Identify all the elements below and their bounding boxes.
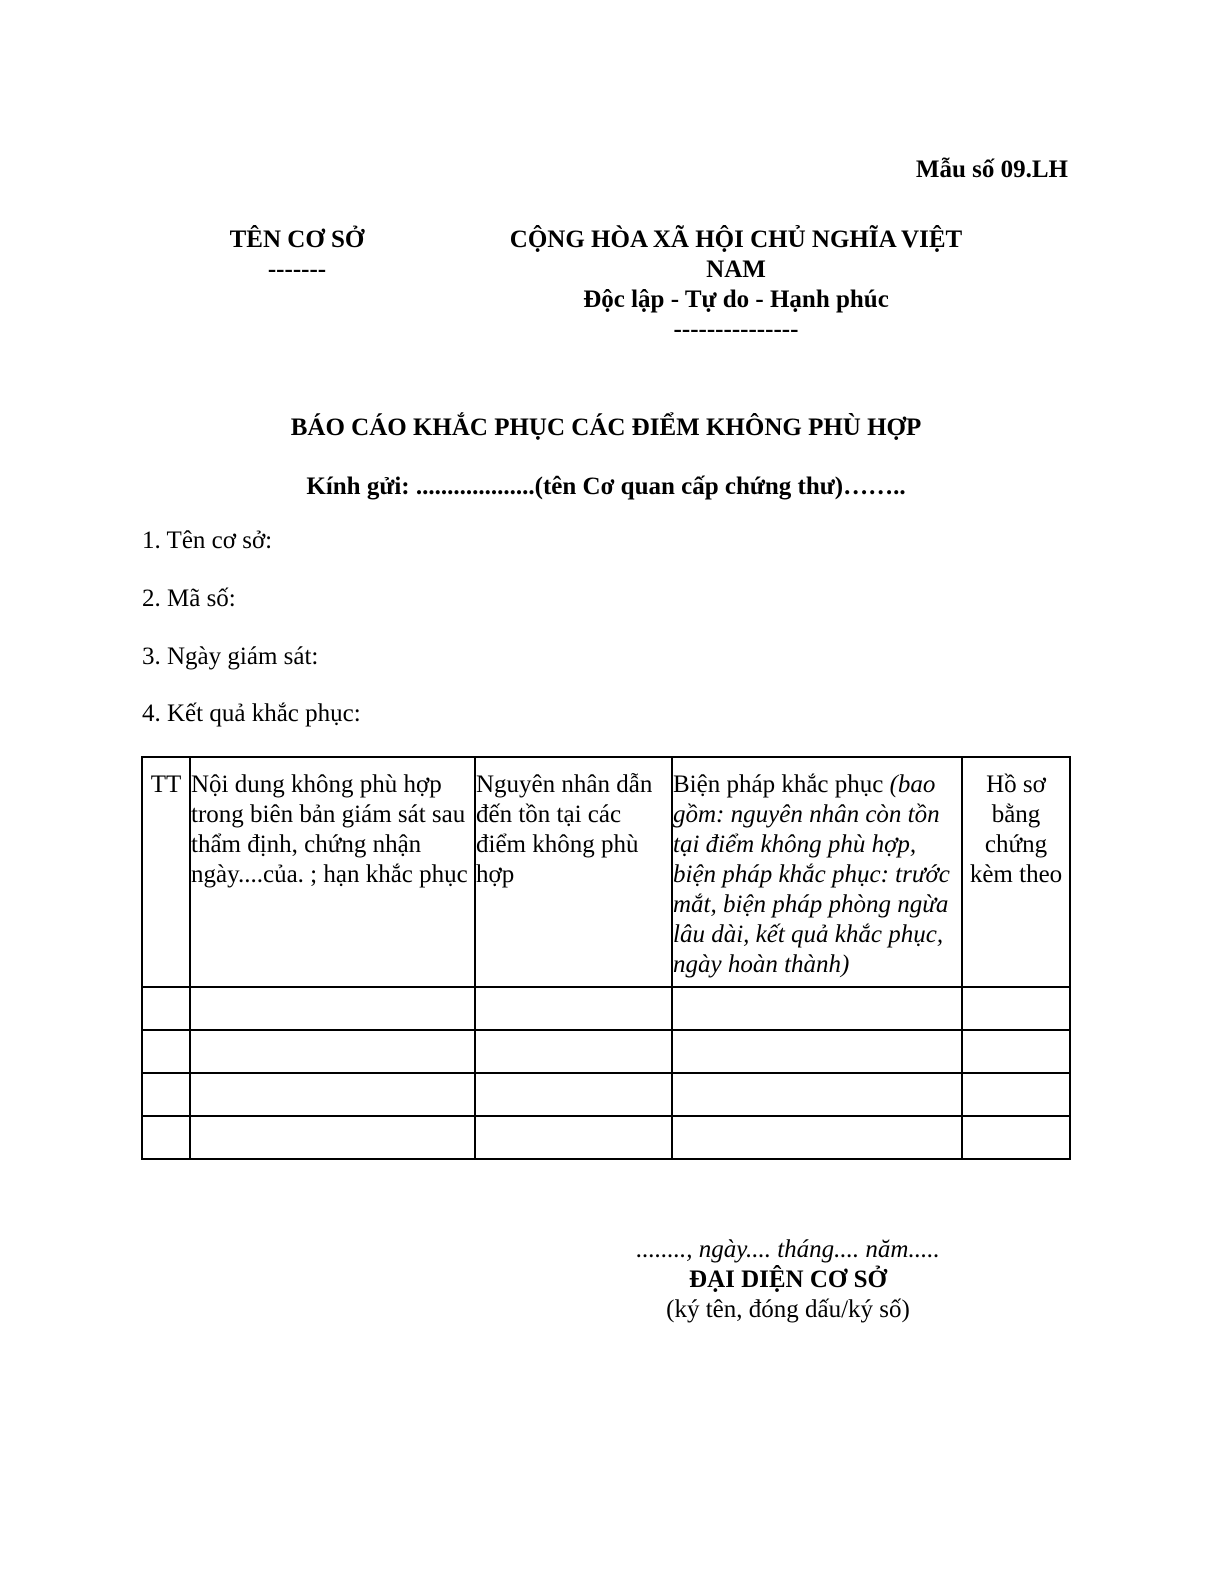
table-row xyxy=(142,1073,1070,1116)
date-line: ........, ngày.... tháng.... năm..... xyxy=(636,1236,940,1263)
cell[interactable] xyxy=(475,1073,672,1116)
signer-role: ĐẠI DIỆN CƠ SỞ xyxy=(689,1266,887,1293)
cell[interactable] xyxy=(190,1073,475,1116)
field-facility-name: 1. Tên cơ sở: xyxy=(142,527,273,554)
cell[interactable] xyxy=(142,1073,190,1116)
motto-rule: --------------- xyxy=(673,316,799,343)
form-number: Mẫu số 09.LH xyxy=(915,156,1068,183)
cell[interactable] xyxy=(142,987,190,1030)
table-row xyxy=(142,1030,1070,1073)
national-header xyxy=(486,225,986,345)
cell[interactable] xyxy=(672,1073,962,1116)
remedy-table xyxy=(141,756,1071,1160)
left-header xyxy=(197,225,397,285)
country-line1: CỘNG HÒA XÃ HỘI CHỦ NGHĨA VIỆT xyxy=(509,226,963,253)
cell[interactable] xyxy=(190,1116,475,1159)
cell[interactable] xyxy=(672,1116,962,1159)
field-code: 2. Mã số: xyxy=(142,585,236,612)
org-rule: ------- xyxy=(267,256,327,283)
cell[interactable] xyxy=(962,1116,1070,1159)
cell[interactable] xyxy=(190,1030,475,1073)
cell[interactable] xyxy=(962,1073,1070,1116)
country-line2: NAM xyxy=(706,256,766,283)
header-content: Nội dung không phù hợp trong biên bản giám sát sau thẩm định, chứng nhận ngày....của. ; hạn khắc phục xyxy=(190,757,475,987)
header-remedy xyxy=(672,757,962,987)
field-remedy-result: 4. Kết quả khắc phục: xyxy=(142,700,361,727)
cell[interactable] xyxy=(190,987,475,1030)
cell[interactable] xyxy=(475,1116,672,1159)
header-tt: TT xyxy=(142,757,190,987)
recipient: Kính gửi: ...................(tên Cơ quan cấp chứng thư)…….. xyxy=(306,473,906,500)
signature-note: (ký tên, đóng dấu/ký số) xyxy=(666,1296,910,1323)
header-cause: Nguyên nhân dẫn đến tồn tại các điểm không phù hợp xyxy=(475,757,672,987)
cell[interactable] xyxy=(672,987,962,1030)
cell[interactable] xyxy=(962,1030,1070,1073)
signature-block xyxy=(538,1235,1038,1325)
remedy-note: (bao gồm: nguyên nhân còn tồn tại điểm không phù hợp, biện pháp khắc phục: trước mắt, biện pháp phòng ngừa lâu dài, kết quả khắc phục, ngày hoàn thành) xyxy=(673,771,950,978)
cell[interactable] xyxy=(142,1030,190,1073)
table-row xyxy=(142,987,1070,1030)
field-inspection-date: 3. Ngày giám sát: xyxy=(142,643,319,670)
cell[interactable] xyxy=(475,1030,672,1073)
cell[interactable] xyxy=(962,987,1070,1030)
header-evidence: Hồ sơ bằng chứng kèm theo xyxy=(962,757,1070,987)
table-row xyxy=(142,1116,1070,1159)
org-name: TÊN CƠ SỞ xyxy=(229,226,365,253)
document-title: BÁO CÁO KHẮC PHỤC CÁC ĐIỂM KHÔNG PHÙ HỢP xyxy=(290,414,922,441)
cell[interactable] xyxy=(672,1030,962,1073)
cell[interactable] xyxy=(142,1116,190,1159)
table-header-row xyxy=(142,757,1070,987)
cell[interactable] xyxy=(475,987,672,1030)
motto: Độc lập - Tự do - Hạnh phúc xyxy=(583,286,889,313)
remedy-label: Biện pháp khắc phục xyxy=(673,771,884,798)
